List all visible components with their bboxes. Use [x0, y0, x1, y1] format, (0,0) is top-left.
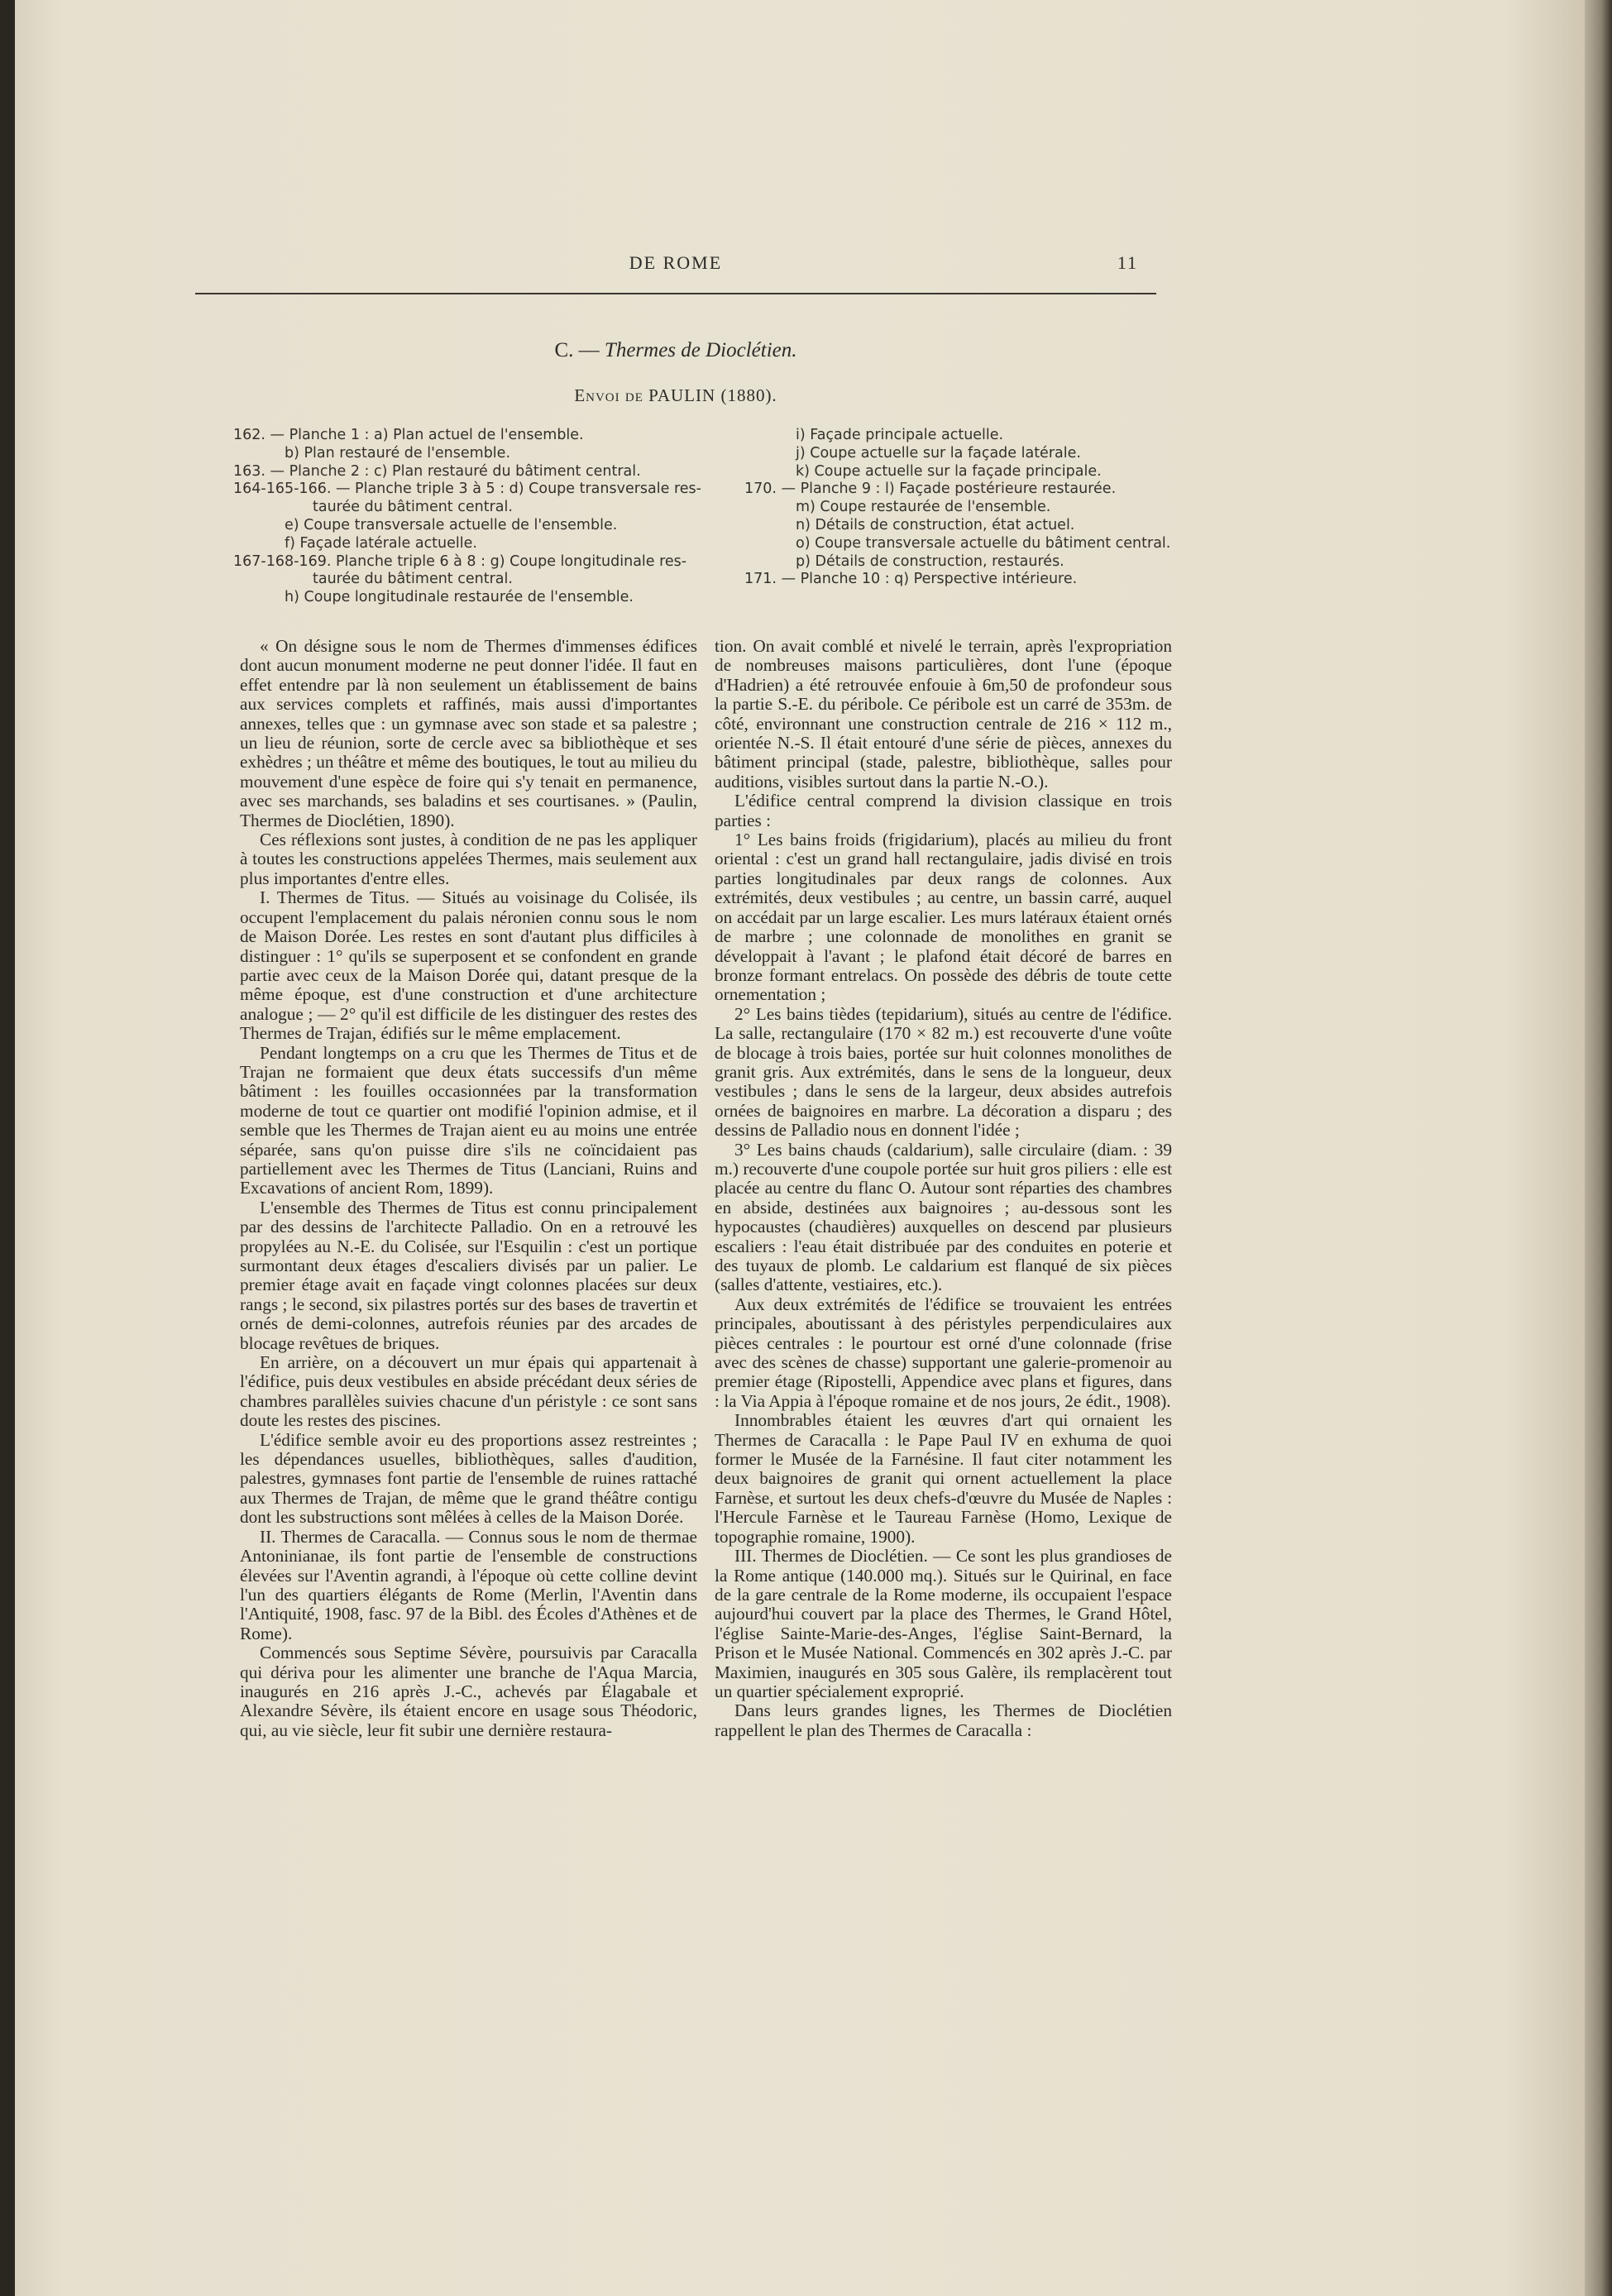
plate-item: k) Coupe actuelle sur la façade principale.	[796, 462, 1102, 480]
plate-item: e) Coupe transversale actuelle de l'ensemble.	[285, 516, 618, 533]
paragraph: L'édifice central comprend la division classique en trois parties :	[715, 791, 1172, 830]
plate-item: 164-165-166. — Planche triple 3 à 5 : d) Coupe transversale res-	[233, 481, 701, 498]
paragraph: En arrière, on a découvert un mur épais qui appartenait à l'édifice, puis deux vestibules en abside précédant deux séries de chambres parallèles suivies chacune d'un péristyle : ce sont sans doute les restes des piscines.	[240, 1352, 697, 1431]
header-rule	[195, 293, 1156, 294]
running-head	[195, 252, 1156, 277]
plate-item: 171. — Planche 10 : q) Perspective intérieure.	[744, 571, 1078, 588]
plate-item: m) Coupe restaurée de l'ensemble.	[796, 499, 1051, 516]
paragraph: Innombrables étaient les œuvres d'art qui ornaient les Thermes de Caracalla : le Pape Paul IV en exhuma de quoi former le Musée de la Farnésine. Il faut citer notamment les deux baignoires de granit qui ornent actuellement la place Farnèse, et surtout les deux chefs-d'œuvre du Musée de Naples : l'Hercule Farnèse et le Taureau Farnèse (Homo, Lexique de topographie romaine, 1900).	[715, 1410, 1172, 1547]
plate-item: i) Façade principale actuelle.	[796, 427, 1004, 443]
section-title-text: Thermes de Dioclétien.	[604, 339, 797, 361]
running-head-title: DE ROME	[629, 252, 723, 273]
paragraph: Commencés sous Septime Sévère, poursuivis par Caracalla qui dériva pour les alimenter une branche de l'Aqua Marcia, inaugurés en 216 après J.-C., achevés par Élagabale et Alexandre Sévère, ils étaient encore en usage sous Théodoric, qui, au vie siècle, leur fit subir une dernière restaura-	[240, 1643, 697, 1740]
section-letter: C. —	[554, 339, 600, 361]
plate-item: p) Détails de construction, restaurés.	[796, 552, 1064, 570]
paragraph: I. Thermes de Titus. — Situés au voisinage du Colisée, ils occupent l'emplacement du palais néronien connu sous le nom de Maison Dorée. Les restes en sont d'autant plus difficiles à distinguer : 1° qu'ils se superposent et se confondent en grande partie avec ceux de la Maison Dorée qui, datant presque de la même époque, est d'une construction et d'une architecture analogue ; — 2° qu'il est difficile de les distinguer des restes des Thermes de Trajan, édifiés sur le même emplacement.	[240, 887, 697, 1044]
paragraph: L'édifice semble avoir eu des proportions assez restreintes ; les dépendances usuelles, bibliothèques, salles d'audition, palestres, gymnases font partie de l'ensemble de ruines rattaché aux Thermes de Trajan, de même que le grand théâtre contigu dont les substructions sont mêlées à celles de la Maison Dorée.	[240, 1429, 697, 1528]
paragraph: Aux deux extrémités de l'édifice se trouvaient les entrées principales, aboutissant à des péristyles perpendiculaires aux pièces centrales : le pourtour est orné d'une colonnade (frise avec des scènes de chasse) supportant une galerie-promenoir au premier étage (Ripostelli, Appendice avec plans et figures, dans : la Via Appia à l'époque romaine et de nos jours, 2e édit., 1908).	[715, 1294, 1172, 1411]
plate-item: taurée du bâtiment central.	[313, 571, 513, 588]
plate-item: 170. — Planche 9 : l) Façade postérieure restaurée.	[744, 481, 1117, 498]
plate-item: o) Coupe transversale actuelle du bâtiment central.	[796, 534, 1171, 552]
paragraph: 3° Les bains chauds (caldarium), salle circulaire (diam. : 39 m.) recouverte d'une coupole portée sur huit gros piliers : elle est placée au centre du flanc O. Autour sont réparties des chambres en abside, destinées aux baignoires ; au-dessous sont les hypocaustes (chaudières) auxquelles on descend par plusieurs escaliers : l'eau était distribuée par des conduites en poterie et des tuyaux de plomb. Le caldarium est flanqué de six pièces (salles d'attente, vestiaires, etc.).	[715, 1139, 1172, 1295]
page-edge	[1585, 0, 1612, 2296]
paragraph: III. Thermes de Dioclétien. — Ce sont les plus grandioses de la Rome antique (140.000 mq.). Situés sur le Quirinal, en face de la gare centrale de la Rome moderne, ils occupaient l'espace aujourd'hui couvert par la place des Thermes, le Grand Hôtel, l'église Sainte-Marie-des-Anges, l'église Saint-Bernard, la Prison et le Musée National. Commencés en 302 après J.-C. par Maximien, inaugurés en 305 sous Galère, ils remplacèrent tout un quartier spécialement exproprié.	[715, 1546, 1172, 1701]
paragraph: Pendant longtemps on a cru que les Thermes de Titus et de Trajan ne formaient que deux états successifs d'un même bâtiment : les fouilles occasionnées par la transformation moderne de tout ce quartier ont modifié l'opinion admise, et il semble que les Thermes de Trajan aient eu au moins une entrée séparée, sans qu'on puisse dire s'ils ne coïncidaient pas partiellement avec les Thermes de Titus (Lanciani, Ruins and Excavations of ancient Rom, 1899).	[240, 1042, 697, 1198]
plate-item: 163. — Planche 2 : c) Plan restauré du bâtiment central.	[233, 462, 641, 480]
page-number: 11	[1117, 252, 1138, 273]
plate-item: h) Coupe longitudinale restaurée de l'ensemble.	[285, 589, 634, 606]
plate-item: taurée du bâtiment central.	[313, 499, 513, 516]
plate-item: 162. — Planche 1 : a) Plan actuel de l'ensemble.	[233, 427, 584, 443]
paragraph: 1° Les bains froids (frigidarium), placés au milieu du front oriental : c'est un grand hall rectangulaire, jadis divisé en trois parties longitudinales par deux rangs de colonnes. Aux extrémités, deux vestibules ; au centre, un bassin carré, auquel on accédait par un large escalier. Les murs latéraux étaient ornés de marbre ; une colonnade de monolithes en granit se développait à l'avant ; le plafond était décoré de barres en bronze formant entrelacs. On possède des débris de toute cette ornementation ;	[715, 830, 1172, 1005]
envoi-line: Envoi de PAULIN (1880).	[574, 385, 777, 405]
plate-item: j) Coupe actuelle sur la façade latérale.	[796, 444, 1081, 462]
paragraph: Ces réflexions sont justes, à condition de ne pas les appliquer à toutes les constructions appelées Thermes, mais seulement aux plus importantes d'entre elles.	[240, 830, 697, 888]
paragraph: L'ensemble des Thermes de Titus est connu principalement par des dessins de l'architecte Palladio. On en a retrouvé les propylées au N.-E. du Colisée, sur l'Esquilin : c'est un portique surmontant deux étages d'escaliers divisés par un palier. Le premier étage avait en façade vingt colonnes placées sur deux rangs ; le second, six pilastres portés sur des bases de travertin et ornés de demi-colonnes, autrefois réunies par des arcades de blocage revêtues de briques.	[240, 1197, 697, 1353]
section-title	[195, 339, 1156, 362]
plate-item: b) Plan restauré de l'ensemble.	[285, 444, 511, 462]
plate-item: f) Façade latérale actuelle.	[285, 534, 477, 552]
plate-item: 167-168-169. Planche triple 6 à 8 : g) Coupe longitudinale res-	[233, 552, 687, 570]
text-column-right	[715, 637, 1172, 1869]
plate-list-left	[233, 427, 701, 607]
paragraph: Dans leurs grandes lignes, les Thermes de Dioclétien rappellent le plan des Thermes de Caracalla :	[715, 1700, 1172, 1740]
paragraph: II. Thermes de Caracalla. — Connus sous le nom de thermae Antoninianae, ils font partie de l'ensemble de constructions élevées sur l'Aventin agrandi, à l'époque où cette colline devint l'un des quartiers élégants de Rome (Merlin, l'Aventin dans l'Antiquité, 1908, fasc. 97 de la Bibl. des Écoles d'Athènes et de Rome).	[240, 1526, 697, 1643]
paragraph: tion. On avait comblé et nivelé le terrain, après l'expropriation de nombreuses maisons particulières, dont l'une (époque d'Hadrien) a été retrouvée enfouie à 6m,50 de profondeur sous la partie S.-E. du péribole. Ce péribole est un carré de 353m. de côté, environnant une construction centrale de 216 × 112 m., orientée N.-S. Il était entouré d'une série de pièces, annexes du bâtiment principal (stade, palestre, bibliothèque, salles pour auditions, visibles surtout dans la partie N.-O.).	[715, 636, 1172, 792]
plate-list-right	[744, 427, 1174, 589]
paragraph: 2° Les bains tièdes (tepidarium), situés au centre de l'édifice. La salle, rectangulaire (170 × 82 m.) est recouverte d'une voûte de blocage à trois baies, portée sur huit colonnes monolithes de granit gris. Aux extrémités, dans le sens de la longueur, deux vestibules ; dans le sens de la largeur, deux absides autrefois ornées de baignoires en marbre. La décoration a disparu ; des dessins de Palladio nous en donnent l'idée ;	[715, 1003, 1172, 1141]
paragraph: « On désigne sous le nom de Thermes d'immenses édifices dont aucun monument moderne ne peut donner l'idée. Il faut en effet entendre par là non seulement un établissement de bains aux services complets et raffinés, mais aussi d'importantes annexes, telles que : un gymnase avec son stade et sa palestre ; un lieu de réunion, sorte de cercle avec sa bibliothèque et ses exhèdres ; un théâtre et même des boutiques, le tout au milieu du mouvement d'une espèce de foire qui s'y tenait en permanence, avec ses marchands, ses baladins et ses courtisanes. » (Paulin, Thermes de Dioclétien, 1890).	[240, 636, 697, 830]
text-column-left	[240, 637, 697, 1869]
plate-item: n) Détails de construction, état actuel.	[796, 516, 1075, 533]
